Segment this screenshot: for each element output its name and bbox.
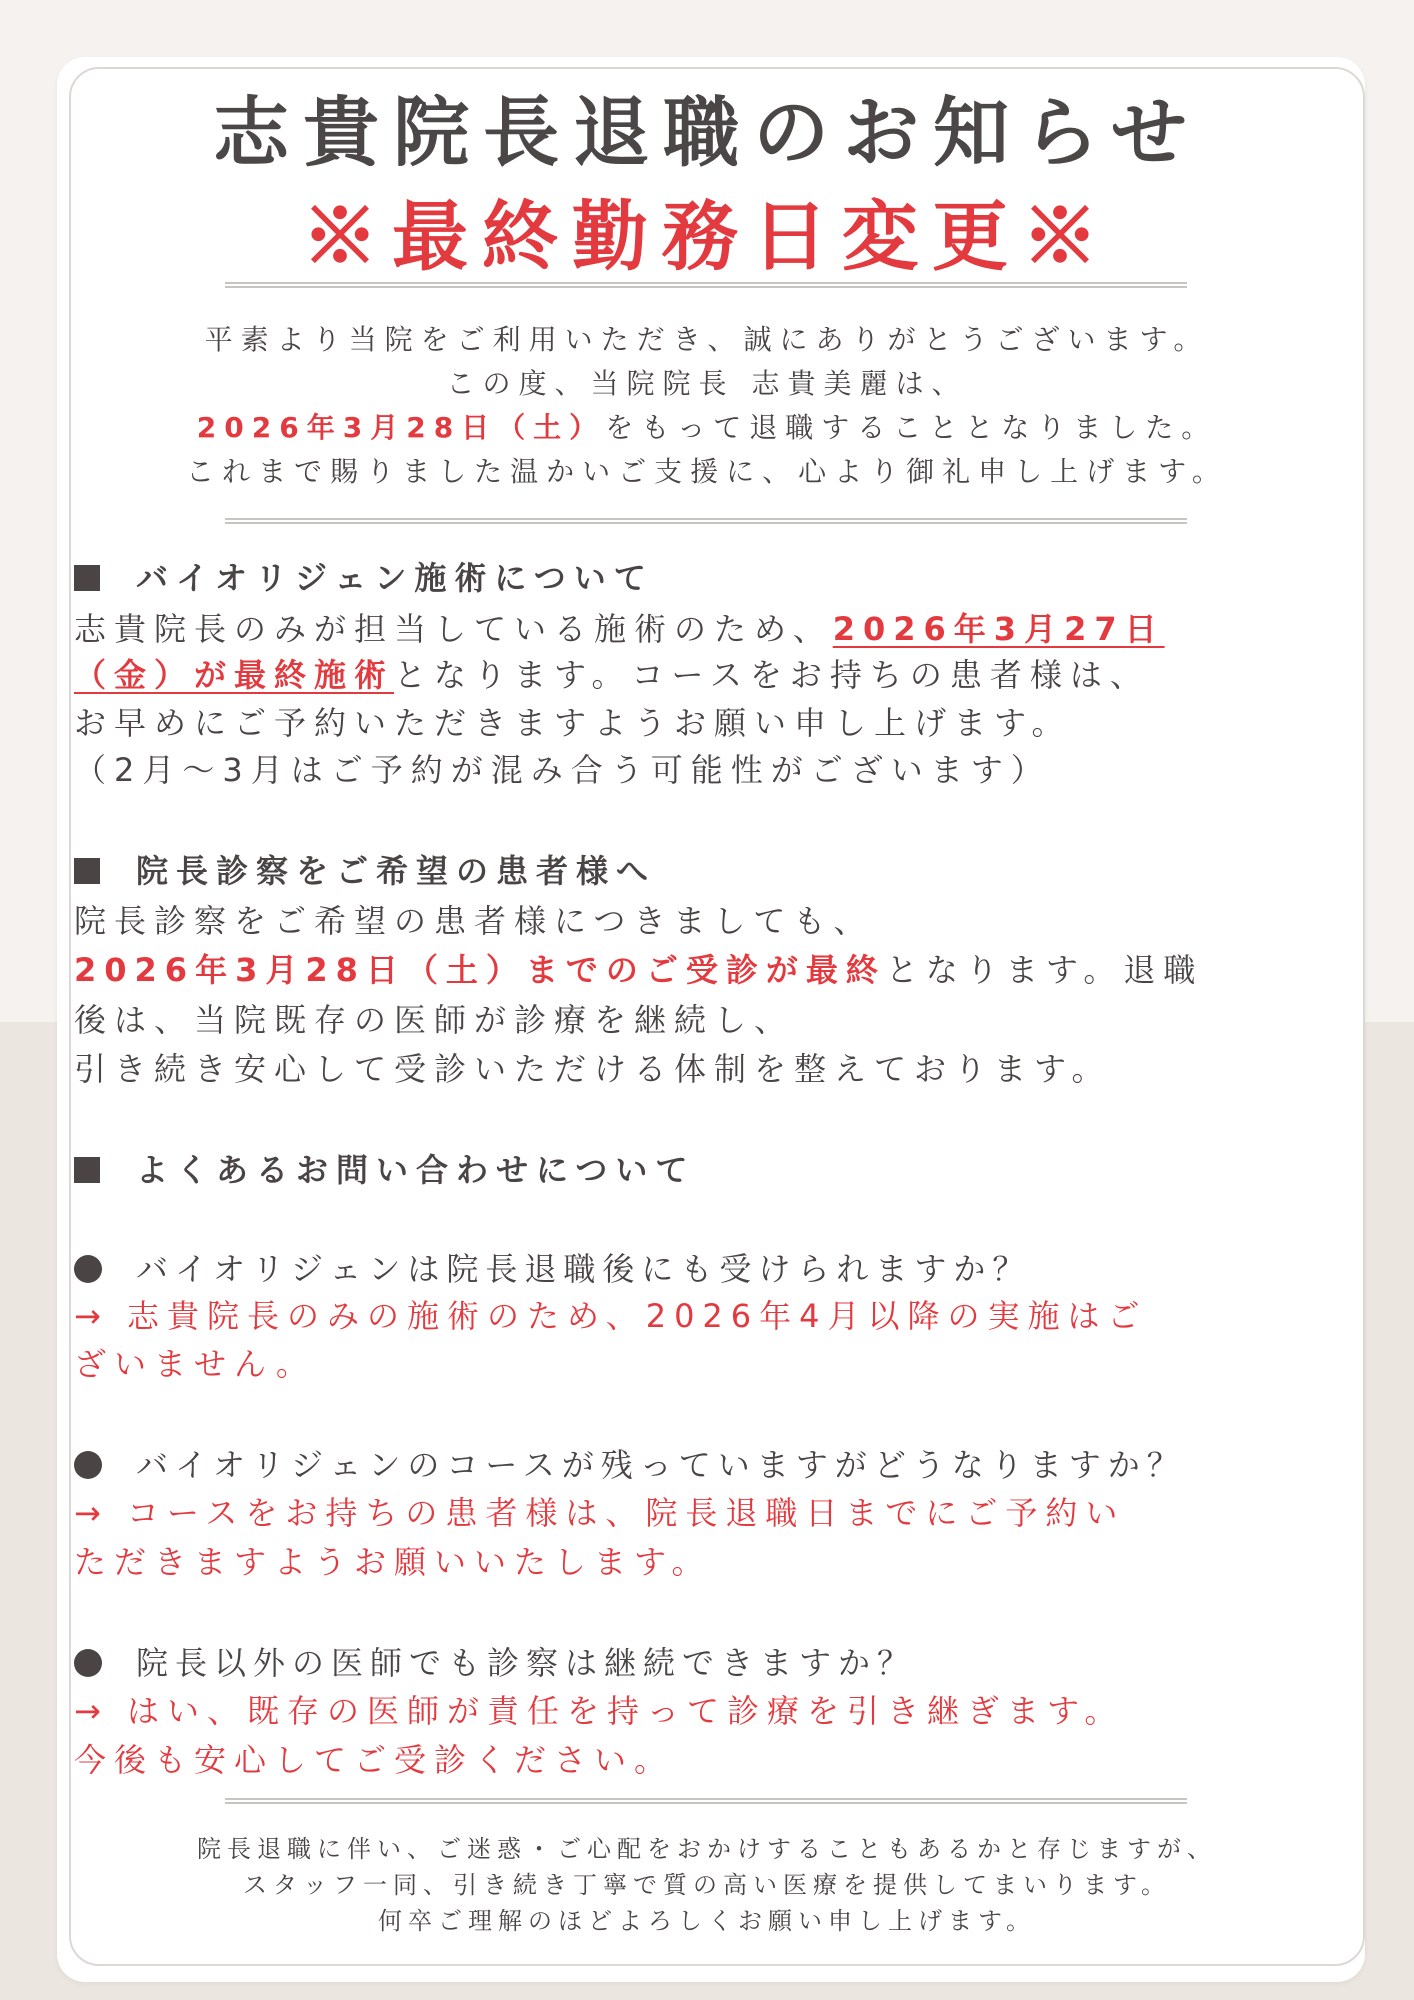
bioregen-line-4: （2月〜3月はご予約が混み合う可能性がございます） <box>74 751 1051 789</box>
page-title: 志貴院長退職のお知らせ <box>213 88 1201 177</box>
consultation-line-3: 後は、当院既存の医師が診療を継続し、 <box>74 1001 795 1039</box>
bioregen-line-3: お早めにご予約いただきますようお願い申し上げます。 <box>74 704 1072 742</box>
consultation-line-4: 引き続き安心して受診いただける体制を整えております。 <box>74 1050 1112 1088</box>
intro-line-1: 平素より当院をご利用いただき、誠にありがとうございます。 <box>204 323 1210 356</box>
circle-bullet-icon <box>74 1649 102 1677</box>
faq-answer-line: → はい、既存の医師が責任を持って診療を引き継ぎます。 <box>74 1692 1125 1730</box>
faq-question: バイオリジェンのコースが残っていますがどうなりますか？ <box>74 1441 1186 1489</box>
bioregen-line-2: （金）が最終施術となります。コースをお持ちの患者様は、 <box>74 656 1150 694</box>
title-divider <box>225 282 1187 288</box>
footer-divider <box>225 1798 1187 1804</box>
intro-divider <box>225 518 1187 524</box>
square-bullet-icon <box>74 1157 100 1183</box>
section-heading-bioregen: バイオリジェン施術について <box>74 556 654 600</box>
intro-line-2: この度、当院院長 志貴美麗は、 <box>446 367 968 400</box>
section-heading-faq: よくあるお問い合わせについて <box>74 1148 695 1192</box>
intro-line-3: 2026年3月28日（土）をもって退職することとなりました。 <box>196 411 1218 444</box>
circle-bullet-icon <box>74 1451 102 1479</box>
footer-line-3: 何卒ご理解のほどよろしくお願い申し上げます。 <box>377 1907 1037 1935</box>
retirement-date: 2026年3月28日（土） <box>196 411 606 444</box>
section-heading-consultation: 院長診察をご希望の患者様へ <box>74 849 656 893</box>
page-subtitle: ※最終勤務日変更※ <box>302 192 1112 281</box>
faq-answer-line: → 志貴院長のみの施術のため、2026年4月以降の実施はご <box>74 1297 1148 1335</box>
intro-line-4: これまで賜りました温かいご支援に、心より御礼申し上げます。 <box>186 455 1228 488</box>
footer-line-1: 院長退職に伴い、ご迷惑・ご心配をおかけすることもあるかと存じますが、 <box>197 1835 1217 1863</box>
faq-question: 院長以外の医師でも診察は継続できますか？ <box>74 1639 916 1687</box>
bioregen-line-1: 志貴院長のみが担当している施術のため、2026年3月27日 <box>74 610 1165 648</box>
square-bullet-icon <box>74 565 100 591</box>
square-bullet-icon <box>74 858 100 884</box>
circle-bullet-icon <box>74 1255 102 1283</box>
faq-question: バイオリジェンは院長退職後にも受けられますか？ <box>74 1245 1031 1293</box>
faq-answer-line: 今後も安心してご受診ください。 <box>74 1741 675 1779</box>
consultation-line-1: 院長診察をご希望の患者様につきましても、 <box>74 902 874 940</box>
consultation-line-2: 2026年3月28日（土）までのご受診が最終となります。退職 <box>74 951 1204 989</box>
faq-answer-line: ただきますようお願いいたします。 <box>74 1543 712 1581</box>
footer-line-2: スタッフ一同、引き続き丁寧で質の高い医療を提供してまいります。 <box>242 1871 1172 1899</box>
faq-answer-line: → コースをお持ちの患者様は、院長退職日までにご予約い <box>74 1494 1126 1532</box>
faq-answer-line: ざいません。 <box>74 1345 316 1383</box>
